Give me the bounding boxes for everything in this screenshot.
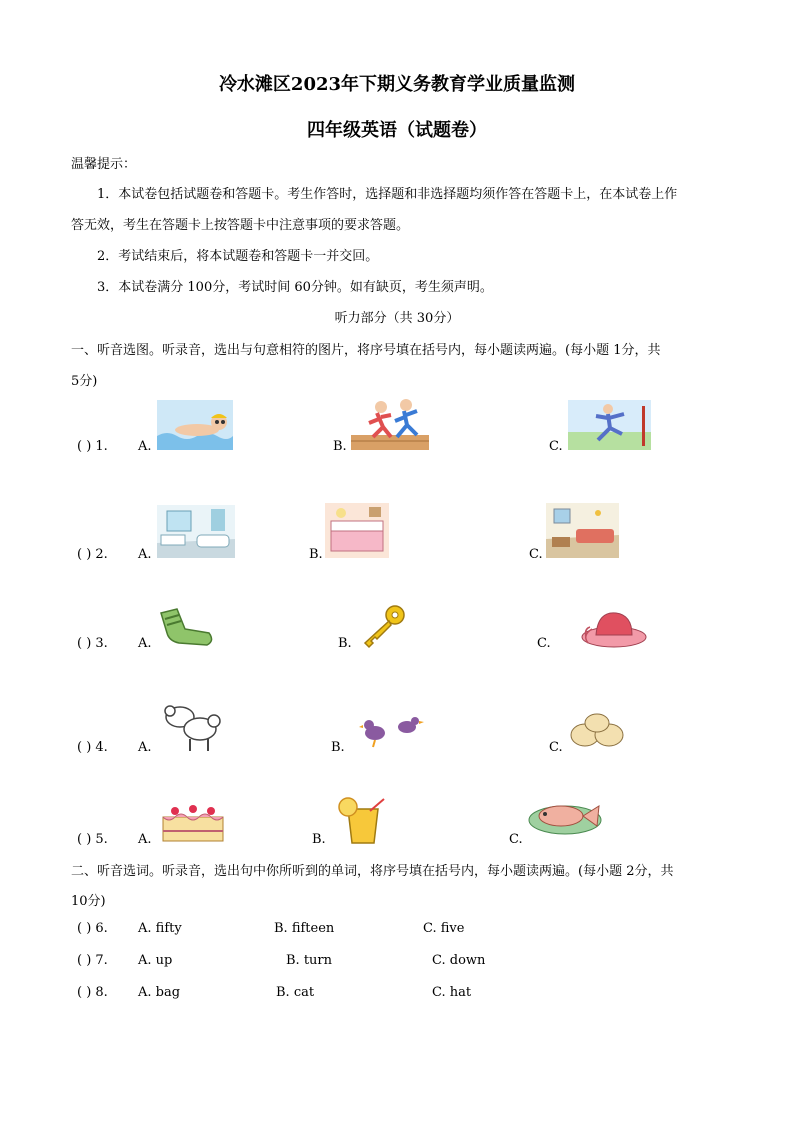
option-b-label: B.	[309, 547, 323, 562]
sheep-picture-icon[interactable]	[160, 697, 224, 753]
option-b[interactable]: B. turn	[286, 953, 333, 968]
living-room-picture-icon[interactable]	[546, 503, 619, 558]
bedroom-picture-icon[interactable]	[325, 503, 389, 558]
option-b-label: B.	[331, 740, 345, 755]
question-number: ( ) 1.	[77, 439, 108, 454]
option-a[interactable]: A. up	[138, 953, 173, 968]
part1-instruction: 一、听音选图。听录音，选出与句意相符的图片，将序号填在括号内，每小题读两遍。(每小题 1分，共	[71, 343, 661, 358]
option-b[interactable]: B. fifteen	[274, 921, 335, 936]
option-c-label: C.	[549, 439, 563, 454]
note-item-3: 3．本试卷满分 100分，考试时间 60分钟。如有缺页，考生须声明。	[97, 280, 493, 295]
page-subtitle: 四年级英语（试题卷）	[307, 120, 487, 141]
option-b-label: B.	[312, 832, 326, 847]
cake-picture-icon[interactable]	[157, 803, 228, 845]
question-number: ( ) 2.	[77, 547, 108, 562]
key-picture-icon[interactable]	[357, 605, 407, 649]
notes-heading: 温馨提示：	[71, 157, 137, 172]
part2-instruction: 二、听音选词。听录音，选出句中你所听到的单词，将序号填在括号内，每小题读两遍。(每小题 2分，共	[71, 864, 674, 879]
section-heading-listening: 听力部分（共 30分）	[334, 311, 460, 326]
question-number: ( ) 7.	[77, 953, 108, 968]
bathroom-picture-icon[interactable]	[157, 505, 235, 558]
option-a-label: A.	[138, 832, 152, 847]
note-item-1-cont: 答无效，考生在答题卡上按答题卡中注意事项的要求答题。	[71, 218, 410, 233]
page-title: 冷水滩区2023年下期义务教育学业质量监测	[218, 74, 576, 95]
note-item-2: 2．考试结束后，将本试题卷和答题卡一并交回。	[97, 249, 379, 264]
option-a-label: A.	[138, 740, 152, 755]
juice-picture-icon[interactable]	[330, 797, 395, 845]
part1-instruction-cont: 5分)	[71, 374, 98, 389]
birds-picture-icon[interactable]	[357, 711, 427, 751]
option-b-label: B.	[338, 636, 352, 651]
option-a-label: A.	[138, 636, 152, 651]
eggs-picture-icon[interactable]	[567, 711, 627, 751]
question-number: ( ) 6.	[77, 921, 108, 936]
option-a[interactable]: A. bag	[138, 985, 181, 1000]
option-b[interactable]: B. cat	[276, 985, 315, 1000]
option-c[interactable]: C. hat	[432, 985, 472, 1000]
running-picture-icon[interactable]	[351, 397, 429, 450]
swimming-picture-icon[interactable]	[157, 400, 233, 450]
fish-picture-icon[interactable]	[527, 792, 604, 837]
option-c[interactable]: C. down	[432, 953, 486, 968]
question-number: ( ) 8.	[77, 985, 108, 1000]
option-a-label: A.	[138, 439, 152, 454]
part2-instruction-cont: 10分)	[71, 894, 106, 909]
skating-picture-icon[interactable]	[568, 400, 651, 450]
question-number: ( ) 4.	[77, 740, 108, 755]
question-number: ( ) 3.	[77, 636, 108, 651]
option-c[interactable]: C. five	[423, 921, 465, 936]
note-item-1: 1．本试卷包括试题卷和答题卡。考生作答时，选择题和非选择题均须作答在答题卡上，在本试卷上作	[97, 187, 678, 202]
option-b-label: B.	[333, 439, 347, 454]
option-c-label: C.	[549, 740, 563, 755]
hat-picture-icon[interactable]	[576, 605, 648, 649]
question-number: ( ) 5.	[77, 832, 108, 847]
option-a-label: A.	[138, 547, 152, 562]
sock-picture-icon[interactable]	[157, 605, 217, 649]
option-c-label: C.	[509, 832, 523, 847]
option-c-label: C.	[537, 636, 551, 651]
option-a[interactable]: A. fifty	[138, 921, 182, 936]
option-c-label: C.	[529, 547, 543, 562]
